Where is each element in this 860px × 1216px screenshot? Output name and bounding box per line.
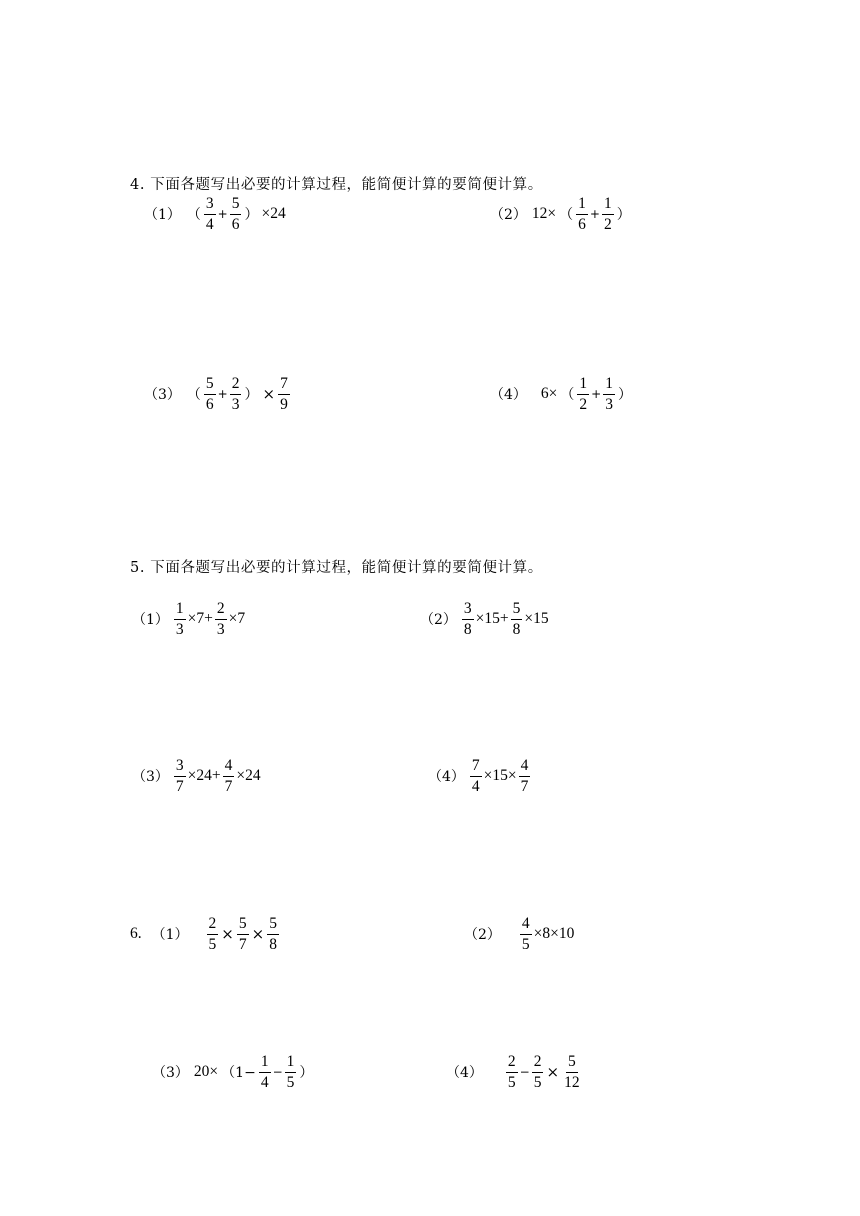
fraction xyxy=(603,376,615,412)
fraction xyxy=(470,758,482,794)
denominator: 5 xyxy=(208,935,217,953)
fraction xyxy=(511,601,523,637)
numerator: 5 xyxy=(566,1054,578,1073)
expression-middle: ×7+ xyxy=(187,610,213,627)
problem-label: （3） xyxy=(152,1065,189,1081)
problem-label: （1） xyxy=(151,927,189,943)
s4-problem-4 xyxy=(490,376,634,412)
denominator: 2 xyxy=(603,215,612,233)
numerator: 5 xyxy=(511,601,523,620)
times-sign: × xyxy=(221,925,234,943)
expression-head: 20× xyxy=(193,1063,219,1080)
s6-problem-1 xyxy=(130,916,280,952)
numerator: 1 xyxy=(576,196,588,215)
plus-sign: + xyxy=(591,387,602,401)
denominator: 6 xyxy=(578,215,586,233)
numerator: 2 xyxy=(230,376,242,395)
expression-tail: ×7 xyxy=(228,610,246,627)
numerator: 4 xyxy=(223,758,235,777)
fraction xyxy=(267,916,279,952)
expression-middle: ×15+ xyxy=(475,610,509,627)
denominator: 8 xyxy=(269,935,277,953)
plus-sign: + xyxy=(217,387,228,401)
open-paren: （ xyxy=(560,387,575,403)
denominator: 3 xyxy=(216,620,225,638)
problem-label: （3） xyxy=(144,387,181,403)
numerator: 1 xyxy=(259,1054,271,1073)
problem-label: （4） xyxy=(490,387,527,403)
problem-label: （1） xyxy=(144,207,181,223)
close-paren: ） xyxy=(616,207,631,223)
expression-tail: ×15 xyxy=(524,610,549,627)
expression-tail: ×8×10 xyxy=(533,925,575,942)
expression-head: 6× xyxy=(540,385,558,402)
s6-problem-3 xyxy=(152,1054,315,1090)
denominator: 4 xyxy=(205,215,214,233)
fraction xyxy=(532,1054,544,1090)
minus-sign: − xyxy=(519,1065,530,1079)
numerator: 5 xyxy=(237,916,249,935)
fraction xyxy=(174,601,186,637)
fraction xyxy=(207,916,219,952)
numerator: 4 xyxy=(519,758,531,777)
denominator: 7 xyxy=(238,935,247,953)
times-sign: × xyxy=(251,925,265,943)
denominator: 3 xyxy=(231,395,240,413)
plus-sign: + xyxy=(589,207,600,221)
fraction xyxy=(204,376,216,412)
times-sign: × xyxy=(262,385,276,403)
problem-label: （2） xyxy=(464,927,501,943)
open-paren: （1− xyxy=(221,1065,256,1081)
open-paren: （ xyxy=(559,207,574,223)
fraction xyxy=(520,916,532,952)
numerator: 4 xyxy=(520,916,532,935)
times-sign: × xyxy=(546,1063,560,1081)
denominator: 2 xyxy=(579,395,588,413)
close-paren: ） xyxy=(244,207,259,223)
numerator: 7 xyxy=(470,758,482,777)
fraction xyxy=(562,1054,582,1090)
denominator: 4 xyxy=(260,1073,269,1091)
problem-label: （2） xyxy=(490,207,527,223)
plus-sign: + xyxy=(217,207,228,221)
numerator: 3 xyxy=(174,758,186,777)
numerator: 1 xyxy=(577,376,589,395)
denominator: 3 xyxy=(605,395,613,413)
fraction xyxy=(602,196,614,232)
numerator: 5 xyxy=(204,376,216,395)
denominator: 4 xyxy=(471,777,480,795)
denominator: 8 xyxy=(463,620,472,638)
numerator: 1 xyxy=(602,196,614,215)
problem-label: （1） xyxy=(132,612,169,628)
s5-problem-2 xyxy=(420,601,550,637)
fraction xyxy=(174,758,186,794)
denominator: 6 xyxy=(205,395,214,413)
numerator: 3 xyxy=(462,601,474,620)
numerator: 7 xyxy=(278,376,290,395)
fraction xyxy=(285,1054,297,1090)
expression-tail: ×24 xyxy=(236,767,261,784)
denominator: 7 xyxy=(175,777,184,795)
fraction xyxy=(278,376,290,412)
denominator: 7 xyxy=(224,777,233,795)
fraction xyxy=(204,196,216,232)
numerator: 2 xyxy=(207,916,219,935)
numerator: 2 xyxy=(532,1054,544,1073)
fraction xyxy=(259,1054,271,1090)
denominator: 3 xyxy=(175,620,184,638)
numerator: 1 xyxy=(285,1054,297,1073)
denominator: 5 xyxy=(286,1073,295,1091)
denominator: 7 xyxy=(520,777,529,795)
fraction xyxy=(506,1054,518,1090)
fraction xyxy=(230,196,242,232)
fraction xyxy=(577,376,589,412)
denominator: 5 xyxy=(533,1073,542,1091)
numerator: 1 xyxy=(603,376,615,395)
numerator: 1 xyxy=(174,601,186,620)
numerator: 2 xyxy=(506,1054,518,1073)
problem-label: （3） xyxy=(132,769,169,785)
expression-head: 12× xyxy=(531,205,557,222)
numerator: 3 xyxy=(204,196,216,215)
close-paren: ） xyxy=(299,1065,314,1081)
denominator: 8 xyxy=(512,620,521,638)
fraction xyxy=(223,758,235,794)
close-paren: ） xyxy=(244,387,259,403)
denominator: 12 xyxy=(564,1073,580,1091)
denominator: 5 xyxy=(507,1073,516,1091)
s6-problem-2 xyxy=(464,916,575,952)
section-6-number: 6. xyxy=(130,925,142,942)
s5-problem-3 xyxy=(132,758,262,794)
s4-problem-3 xyxy=(144,376,291,412)
problem-label: （2） xyxy=(420,612,457,628)
s4-problem-2 xyxy=(490,196,633,232)
numerator: 5 xyxy=(230,196,242,215)
s5-problem-4 xyxy=(428,758,531,794)
section-5-heading: 5. 下面各题写出必要的计算过程，能简便计算的要简便计算。 xyxy=(130,560,543,576)
fraction xyxy=(215,601,227,637)
fraction xyxy=(462,601,474,637)
s5-problem-1 xyxy=(132,601,246,637)
denominator: 6 xyxy=(231,215,240,233)
numerator: 2 xyxy=(215,601,227,620)
expression-middle: ×15× xyxy=(483,767,517,784)
expression-middle: ×24+ xyxy=(187,767,221,784)
s4-problem-1 xyxy=(144,196,287,232)
minus-sign: − xyxy=(272,1065,283,1079)
fraction xyxy=(237,916,249,952)
denominator: 9 xyxy=(280,395,288,413)
problem-label: （4） xyxy=(446,1065,483,1081)
expression-tail: ×24 xyxy=(261,205,286,222)
fraction xyxy=(230,376,242,412)
close-paren: ） xyxy=(617,387,632,403)
open-paren: （ xyxy=(186,387,201,403)
s6-problem-4 xyxy=(446,1054,583,1090)
fraction xyxy=(519,758,531,794)
open-paren: （ xyxy=(186,207,201,223)
denominator: 5 xyxy=(521,935,530,953)
section-4-heading: 4. 下面各题写出必要的计算过程，能简便计算的要简便计算。 xyxy=(130,177,543,193)
problem-label: （4） xyxy=(428,769,465,785)
fraction xyxy=(576,196,588,232)
numerator: 5 xyxy=(267,916,279,935)
